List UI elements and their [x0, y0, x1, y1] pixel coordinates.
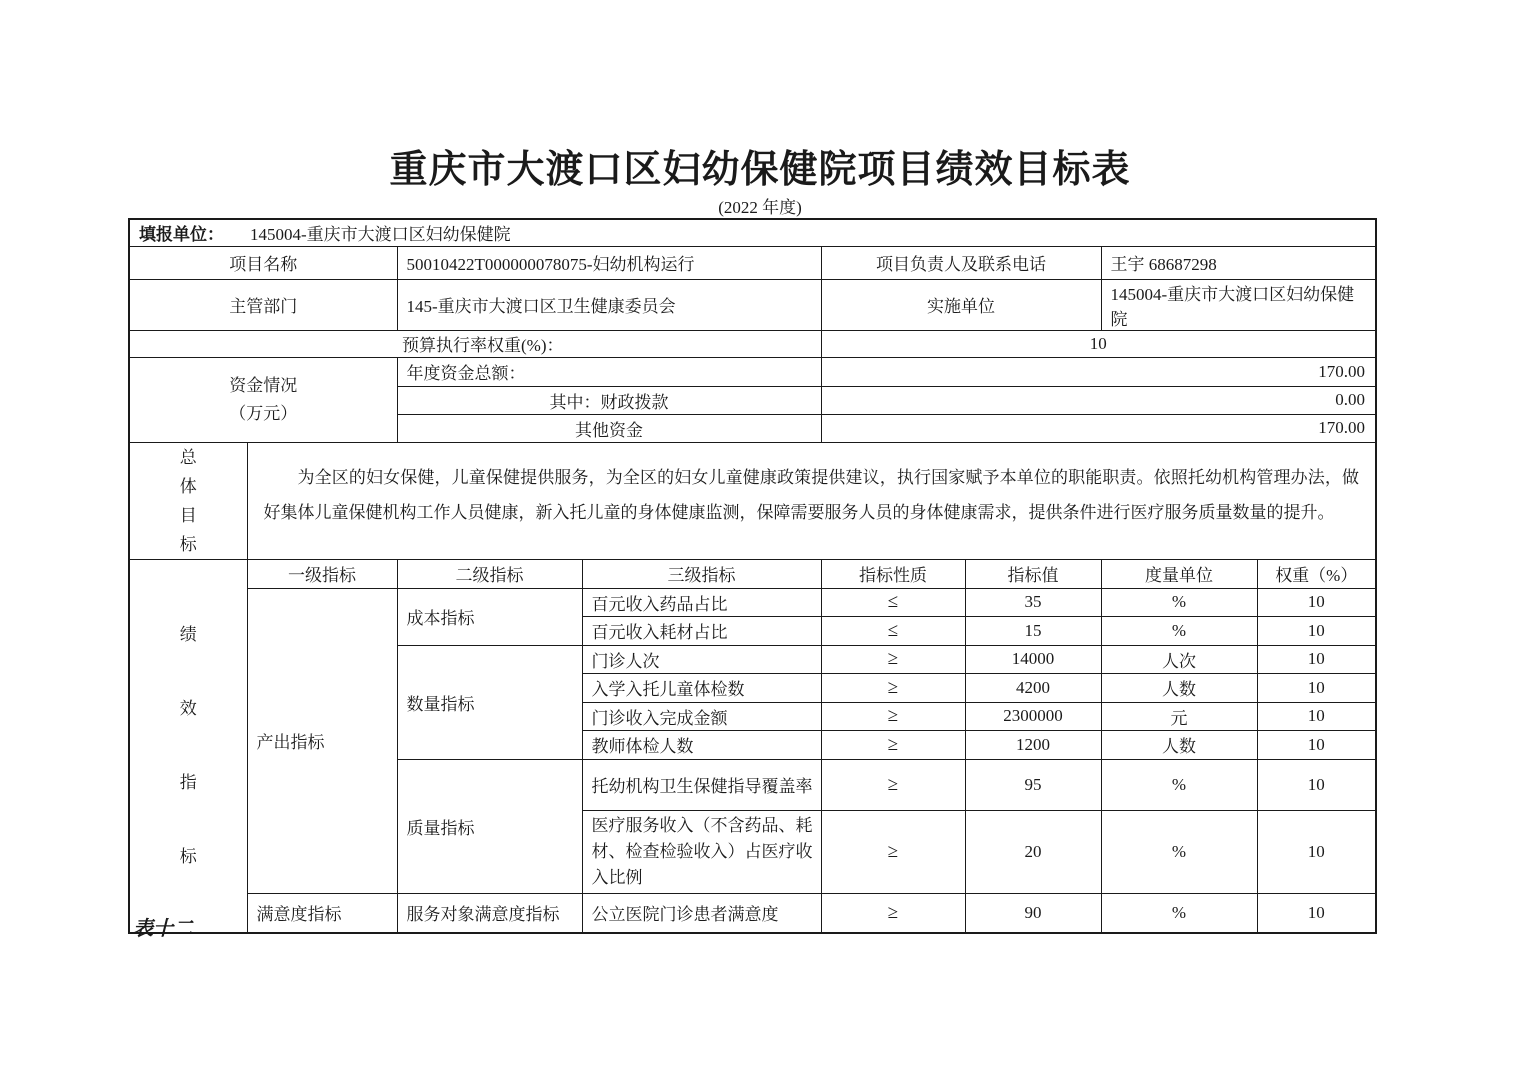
- budget-weight-value: 10: [821, 330, 1376, 357]
- level2-quantity: 数量指标: [397, 645, 582, 759]
- indicator-1-unit: %: [1101, 616, 1257, 645]
- performance-target-table: [128, 218, 1377, 934]
- overall-goal-char-4: 标: [179, 534, 197, 554]
- row-project-name: [129, 246, 1376, 279]
- indicator-3-unit: 人数: [1101, 673, 1257, 702]
- indicator-2-name: 门诊人次: [582, 645, 821, 673]
- funding-group-label-line1: 资金情况: [229, 375, 298, 395]
- row-overall-goal: [129, 442, 1376, 559]
- indicator-1-weight: 10: [1257, 616, 1376, 645]
- indicator-row: [129, 588, 1376, 616]
- indicator-1-name: 百元收入耗材占比: [582, 616, 821, 645]
- indicator-8-weight: 10: [1257, 893, 1376, 933]
- indicator-3-value: 4200: [965, 673, 1101, 702]
- funding-fiscal-value: 0.00: [821, 386, 1376, 414]
- overall-goal-text: 为全区的妇女保健，儿童保健提供服务，为全区的妇女儿童健康政策提供建议，执行国家赋予本单位的职能职责。依照托幼机构管理办法，做好集体儿童保健机构工作人员健康，新入托儿童的身体健康监测，保障需要服务人员的身体健康需求，提供条件进行医疗服务质量数量的提升。: [263, 467, 1360, 522]
- indicator-3-nature: ≥: [821, 673, 965, 702]
- department-label: 主管部门: [129, 279, 397, 330]
- level2-satisfaction: 服务对象满意度指标: [397, 893, 582, 933]
- indicator-7-nature: ≥: [821, 810, 965, 893]
- indicator-5-nature: ≥: [821, 730, 965, 759]
- overall-goal-char-2: 体: [179, 476, 197, 496]
- header-level1: 一级指标: [247, 559, 397, 588]
- performance-char-2: 效: [179, 698, 197, 718]
- indicator-7-value: 20: [965, 810, 1101, 893]
- header-unit: 度量单位: [1101, 559, 1257, 588]
- reporting-unit-value: 145004-重庆市大渡口区妇幼保健院: [250, 225, 511, 245]
- indicator-0-nature: ≤: [821, 588, 965, 616]
- level1-output: 产出指标: [247, 588, 397, 893]
- footer-note: 表十二: [133, 918, 193, 940]
- indicator-2-value: 14000: [965, 645, 1101, 673]
- header-nature: 指标性质: [821, 559, 965, 588]
- indicator-0-value: 35: [965, 588, 1101, 616]
- indicator-8-value: 90: [965, 893, 1101, 933]
- indicator-5-value: 1200: [965, 730, 1101, 759]
- page-subtitle: (2022 年度): [718, 198, 802, 217]
- indicator-6-weight: 10: [1257, 759, 1376, 810]
- project-leader-value: 王宇 68687298: [1101, 246, 1376, 279]
- indicator-5-weight: 10: [1257, 730, 1376, 759]
- level2-cost: 成本指标: [397, 588, 582, 645]
- indicator-3-name: 入学入托儿童体检数: [582, 673, 821, 702]
- indicator-4-unit: 元: [1101, 702, 1257, 730]
- row-indicator-header: [129, 559, 1376, 588]
- funding-other-label: 其他资金: [397, 414, 821, 442]
- indicator-row: [129, 893, 1376, 933]
- performance-char-3: 指: [179, 772, 197, 792]
- reporting-unit-cell: [129, 219, 1376, 246]
- overall-goal-char-3: 目: [179, 505, 197, 525]
- funding-total-value: 170.00: [821, 357, 1376, 386]
- performance-target-table-wrap: [128, 218, 1375, 934]
- overall-goal-cell: [247, 442, 1376, 559]
- funding-group-label: [129, 357, 397, 442]
- level1-satisfaction: 满意度指标: [247, 893, 397, 933]
- indicator-0-name: 百元收入药品占比: [582, 588, 821, 616]
- indicator-2-unit: 人次: [1101, 645, 1257, 673]
- header-value: 指标值: [965, 559, 1101, 588]
- indicator-2-nature: ≥: [821, 645, 965, 673]
- indicator-4-nature: ≥: [821, 702, 965, 730]
- project-leader-label: 项目负责人及联系电话: [821, 246, 1101, 279]
- indicator-5-name: 教师体检人数: [582, 730, 821, 759]
- funding-other-value: 170.00: [821, 414, 1376, 442]
- budget-weight-label: 预算执行率权重(%)：: [129, 330, 821, 357]
- performance-section-label: [129, 559, 247, 933]
- implementing-unit-value: 145004-重庆市大渡口区妇幼保健院: [1101, 279, 1376, 330]
- funding-group-label-line2: （万元）: [229, 403, 298, 423]
- project-name-value: 50010422T000000078075-妇幼机构运行: [397, 246, 821, 279]
- header-level3: 三级指标: [582, 559, 821, 588]
- indicator-2-weight: 10: [1257, 645, 1376, 673]
- indicator-7-weight: 10: [1257, 810, 1376, 893]
- indicator-1-nature: ≤: [821, 616, 965, 645]
- funding-fiscal-label: 其中：财政拨款: [397, 386, 821, 414]
- reporting-unit-label: 填报单位：: [139, 225, 224, 245]
- indicator-5-unit: 人数: [1101, 730, 1257, 759]
- level2-quality: 质量指标: [397, 759, 582, 893]
- performance-char-1: 绩: [179, 624, 197, 644]
- row-department: [129, 279, 1376, 330]
- funding-total-label: 年度资金总额：: [397, 357, 821, 386]
- indicator-0-unit: %: [1101, 588, 1257, 616]
- indicator-6-name: 托幼机构卫生保健指导覆盖率: [582, 759, 821, 810]
- indicator-1-value: 15: [965, 616, 1101, 645]
- indicator-7-name: 医疗服务收入（不含药品、耗材、检查检验收入）占医疗收入比例: [582, 810, 821, 893]
- indicator-7-unit: %: [1101, 810, 1257, 893]
- row-budget-weight: [129, 330, 1376, 357]
- indicator-6-nature: ≥: [821, 759, 965, 810]
- page-title: 重庆市大渡口区妇幼保健院项目绩效目标表: [389, 149, 1131, 191]
- indicator-8-unit: %: [1101, 893, 1257, 933]
- row-funding-total: [129, 357, 1376, 386]
- indicator-4-weight: 10: [1257, 702, 1376, 730]
- project-name-label: 项目名称: [129, 246, 397, 279]
- header-level2: 二级指标: [397, 559, 582, 588]
- department-value: 145-重庆市大渡口区卫生健康委员会: [397, 279, 821, 330]
- overall-goal-label: [129, 442, 247, 559]
- overall-goal-char-1: 总: [179, 447, 197, 467]
- row-reporting-unit: [129, 219, 1376, 246]
- indicator-3-weight: 10: [1257, 673, 1376, 702]
- indicator-4-value: 2300000: [965, 702, 1101, 730]
- indicator-6-unit: %: [1101, 759, 1257, 810]
- indicator-6-value: 95: [965, 759, 1101, 810]
- header-weight: 权重（%）: [1257, 559, 1376, 588]
- performance-char-4: 标: [179, 846, 197, 866]
- indicator-8-nature: ≥: [821, 893, 965, 933]
- indicator-8-name: 公立医院门诊患者满意度: [582, 893, 821, 933]
- indicator-4-name: 门诊收入完成金额: [582, 702, 821, 730]
- implementing-unit-label: 实施单位: [821, 279, 1101, 330]
- indicator-0-weight: 10: [1257, 588, 1376, 616]
